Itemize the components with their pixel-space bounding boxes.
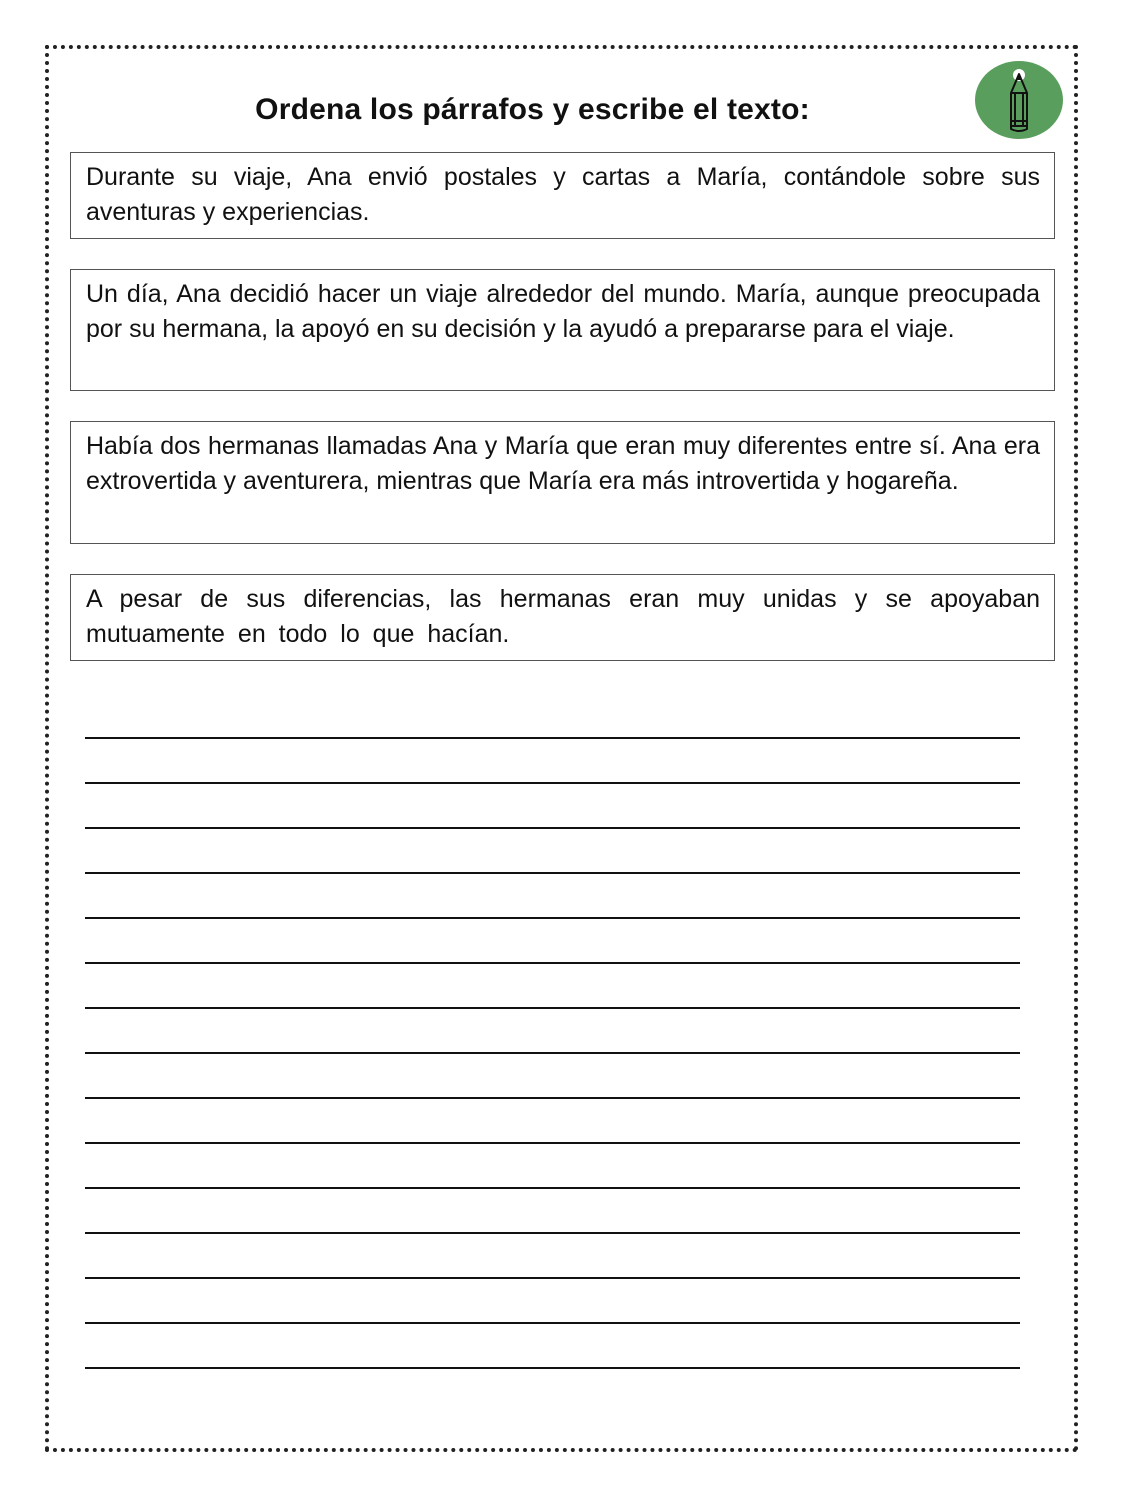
paragraph-box-4 (70, 574, 1055, 661)
writing-line[interactable] (85, 962, 1020, 1007)
writing-line[interactable] (85, 1097, 1020, 1142)
writing-area[interactable] (85, 737, 1020, 1412)
writing-line[interactable] (85, 1232, 1020, 1277)
writing-line[interactable] (85, 1142, 1020, 1187)
pencil-icon (974, 60, 1064, 140)
writing-line[interactable] (85, 1052, 1020, 1097)
writing-line[interactable] (85, 782, 1020, 827)
writing-line[interactable] (85, 1277, 1020, 1322)
writing-line[interactable] (85, 827, 1020, 872)
paragraph-box-3 (70, 421, 1055, 544)
page-title: Ordena los párrafos y escribe el texto: (255, 93, 810, 126)
paragraph-text: A pesar de sus diferencias, las hermanas eran muy unidas y se apoyaban mutuamente en todo lo que hacían. (86, 585, 1040, 648)
writing-line[interactable] (85, 872, 1020, 917)
writing-line[interactable] (85, 1367, 1020, 1412)
writing-line[interactable] (85, 737, 1020, 782)
paragraph-box-2 (70, 269, 1055, 391)
paragraph-text: Había dos hermanas llamadas Ana y María que eran muy diferentes entre sí. Ana era extrovertida y aventurera, mientras que María era más introvertida y hogareña. (86, 432, 1040, 495)
writing-line[interactable] (85, 1007, 1020, 1052)
pencil-badge (974, 60, 1064, 140)
writing-line[interactable] (85, 917, 1020, 962)
paragraph-text: Durante su viaje, Ana envió postales y cartas a María, contándole sobre sus aventuras y experiencias. (86, 163, 1040, 226)
paragraph-text: Un día, Ana decidió hacer un viaje alrededor del mundo. María, aunque preocupada por su hermana, la apoyó en su decisión y la ayudó a prepararse para el viaje. (86, 280, 1040, 343)
writing-line[interactable] (85, 1322, 1020, 1367)
writing-line[interactable] (85, 1187, 1020, 1232)
paragraph-box-1 (70, 152, 1055, 239)
